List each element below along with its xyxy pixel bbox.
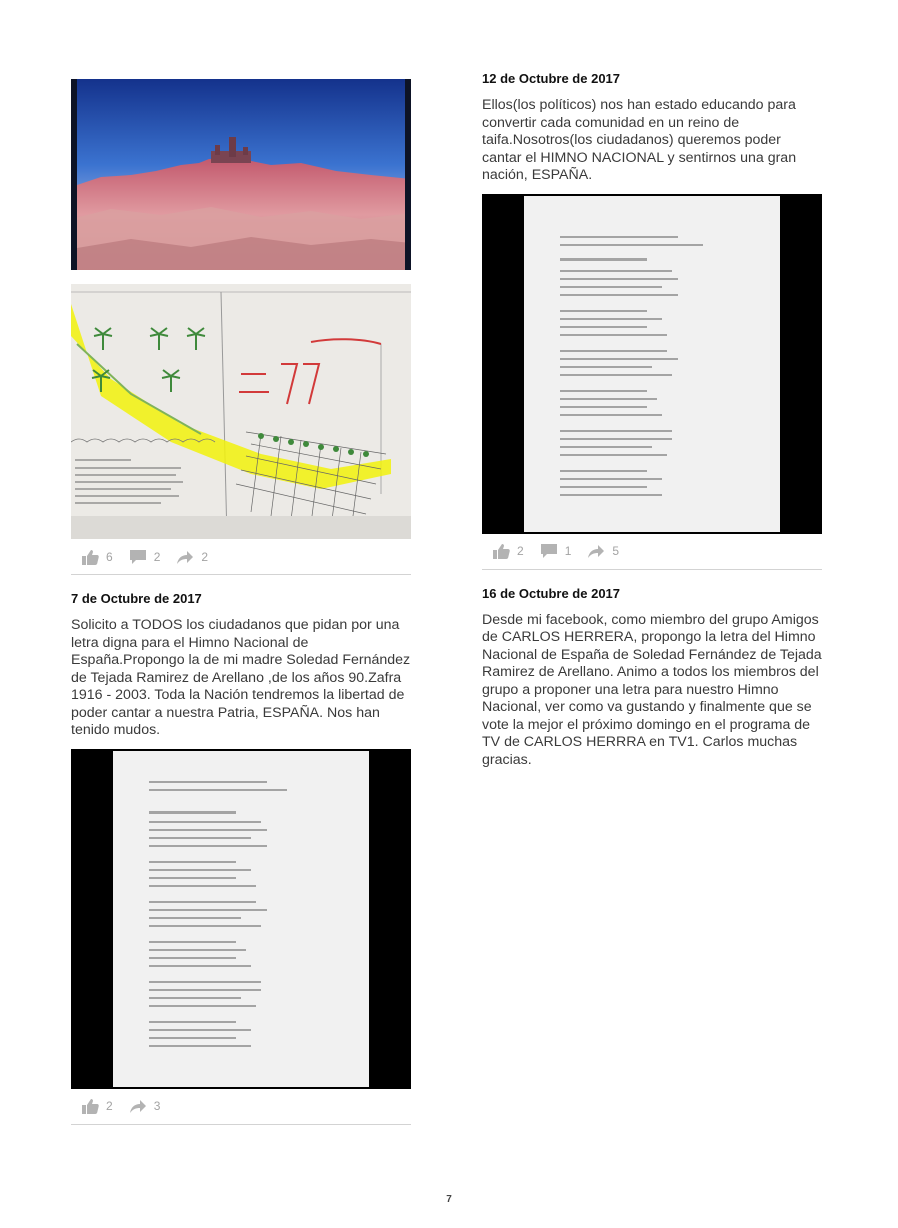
share-arrow-icon: [129, 1098, 147, 1114]
share-stat[interactable]: [176, 549, 208, 565]
post-a-stats-bar: [71, 539, 411, 575]
comment-stat[interactable]: [129, 549, 161, 565]
thumbs-up-icon: [81, 549, 99, 565]
post-date: 7 de Octubre de 2017: [71, 591, 202, 606]
share-count: 2: [201, 549, 209, 564]
castle-hill-image: [71, 79, 411, 270]
like-count: 2: [106, 1099, 113, 1113]
share-count: 5: [612, 544, 620, 558]
share-stat[interactable]: [129, 1098, 161, 1114]
post-date: 12 de Octubre de 2017: [482, 71, 621, 86]
anthem-lyrics-photo: [482, 194, 822, 534]
comment-count: 1: [564, 544, 572, 558]
left-column: [71, 79, 411, 1125]
comment-count: 2: [153, 549, 161, 564]
share-arrow-icon: [587, 543, 605, 559]
post-b-stats-bar: [71, 1089, 411, 1125]
landscape-photo: [71, 79, 411, 270]
right-column: [482, 71, 822, 778]
post-text: Desde mi facebook, como miembro del grupo Amigos de CARLOS HERRERA, propongo la letra del Himno Nacional de España de Soledad Fernández de Tejada Ramirez de Arellano. Animo a todos los miembros del grupo a proponer una letra para nuestro Himno Nacional, ver como va gustando y finalmente que se vote la mejor el próximo domingo en el programa de TV de CARLOS HERRRA en TV1. Carlos muchas gracias.: [482, 611, 822, 768]
share-arrow-icon: [176, 549, 194, 565]
thumbs-up-icon: [81, 1098, 99, 1114]
thumbs-up-icon: [492, 543, 510, 559]
post-text: Solicito a TODOS los ciudadanos que pidan por una letra digna para el Himno Nacional de España.Propongo la de mi madre Soledad Fernández de Tejada Ramirez de Arellano ,de los años 90.Zafra 1916 - 2003. Toda la Nación tendremos la libertad de poder cantar a nuestra Patria, ESPAÑA. Nos han tenido mudos.: [71, 617, 411, 738]
share-stat[interactable]: [587, 543, 619, 559]
post-date: 16 de Octubre de 2017: [482, 585, 621, 601]
like-count: 6: [106, 549, 113, 564]
speech-bubble-icon: [129, 549, 147, 565]
like-stat[interactable]: [492, 543, 524, 559]
speech-bubble-icon: [540, 543, 558, 559]
comment-stat[interactable]: [540, 543, 572, 559]
post-text: Ellos(los políticos) nos han estado educando para convertir cada comunidad en un reino de taifa.Nosotros(los ciudadanos) queremos poder cantar el HIMNO NACIONAL y sentirnos una gran nación, ESPAÑA.: [482, 97, 797, 183]
hand-drawn-map-photo: [71, 284, 411, 539]
anthem-lyrics-photo: [71, 749, 411, 1089]
share-count: 3: [153, 1099, 161, 1113]
page-number: 7: [446, 1194, 452, 1205]
like-count: 2: [517, 544, 524, 558]
like-stat[interactable]: [81, 549, 113, 565]
like-stat[interactable]: [81, 1098, 113, 1114]
lyrics-sheet-image: [524, 196, 780, 532]
post-c-stats-bar: [482, 534, 822, 570]
street-plan-sketch-image: [71, 284, 411, 539]
lyrics-sheet-image: [113, 751, 369, 1087]
